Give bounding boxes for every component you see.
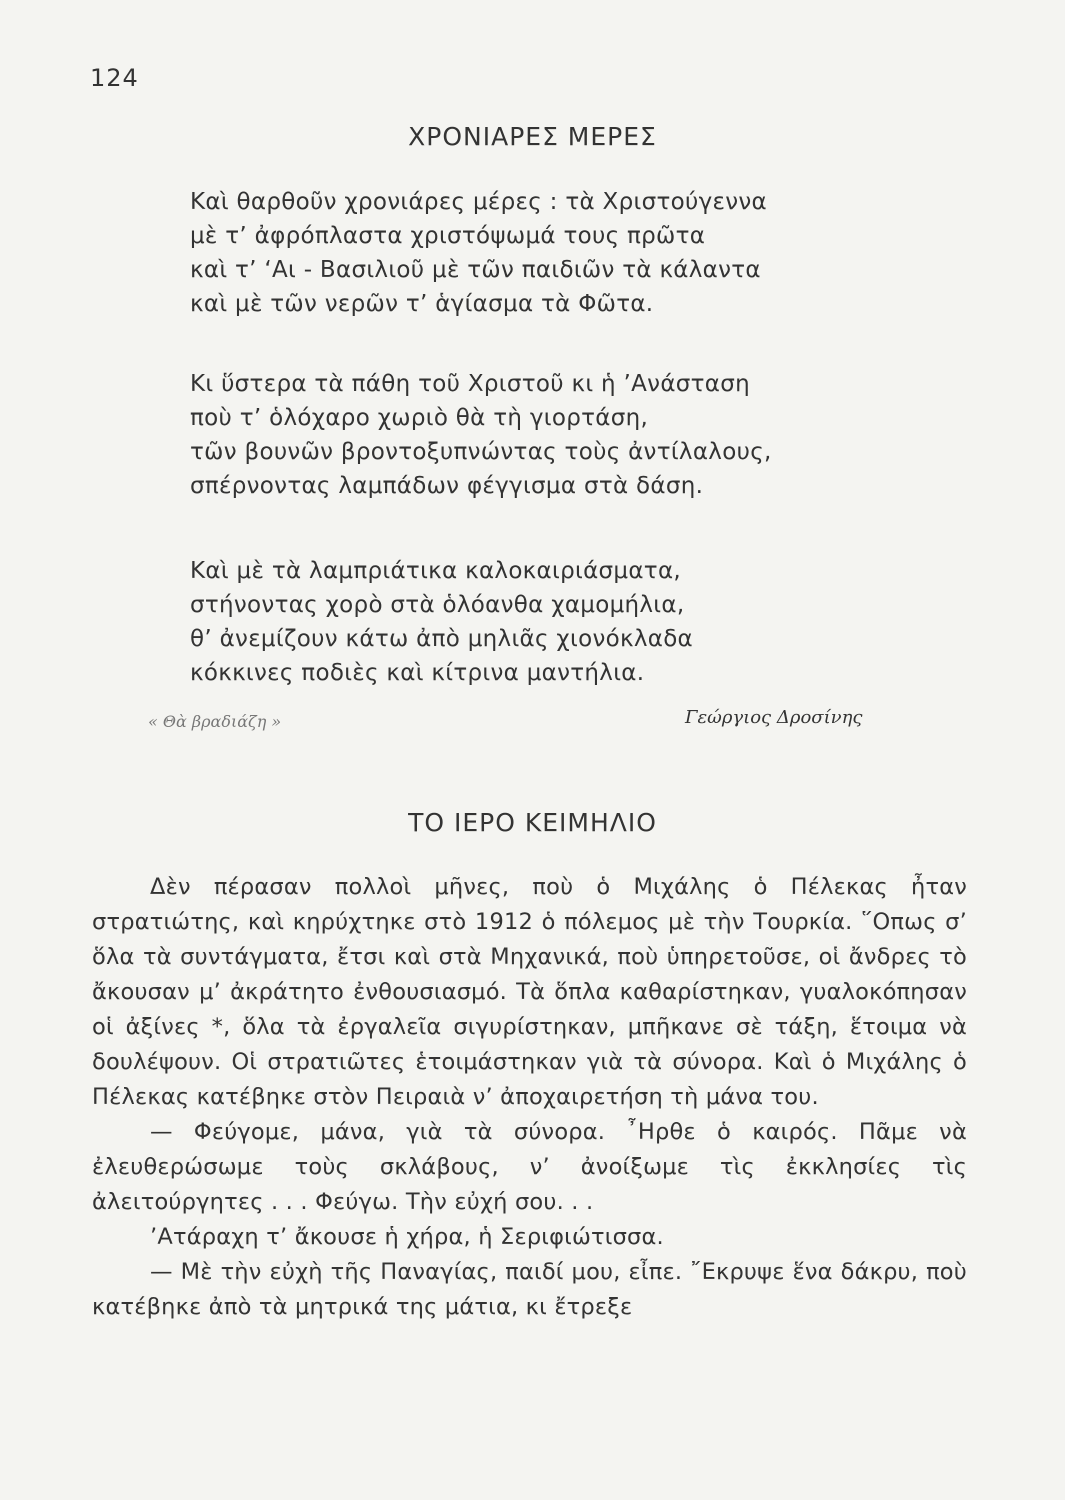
story-paragraph: Δὲν πέρασαν πολλοὶ μῆνες, ποὺ ὁ Μιχάλης ὁ Πέλεκας ἦταν στρατιώτης, καὶ κηρύχτηκε στὸ 1912 ὁ πόλεμος μὲ τὴν Τουρκία. ῞Οπως σ’ ὅλα τὰ συντάγματα, ἔτσι καὶ στὰ Μηχανικά, ποὺ ὑπηρετοῦσε, οἱ ἄνδρες τὸ ἄκουσαν μ’ ἀκράτητο ἐνθουσιασμό. Τὰ ὅπλα καθαρίστηκαν, γυαλοκόπησαν οἱ ἀξίνες *, ὅλα τὰ ἐργαλεῖα σιγυρίστηκαν, μπῆκανε σὲ τάξη, ἕτοιμα νὰ δουλέψουν. Οἱ στρατιῶτες ἑτοιμάστηκαν γιὰ τὰ σύνορα. Καὶ ὁ Μιχάλης ὁ Πέλεκας κατέβηκε στὸν Πειραιὰ ν’ ἀποχαιρετήση τὴ μάνα του. [92,874,967,1110]
poem-line: Κι ὕστερα τὰ πάθη τοῦ Χριστοῦ κι ἡ ’Ανάσταση [190,371,751,397]
poem-line: τῶν βουνῶν βροντοξυπνώντας τοὺς ἀντίλαλους, [190,439,772,465]
story-paragraph: — Φεύγομε, μάνα, γιὰ τὰ σύνορα. ῏Ηρθε ὁ καιρός. Πᾶμε νὰ ἐλευθερώσωμε τοὺς σκλάβους, ν’ ἀνοίξωμε τὶς ἐκκλησίες τὶς ἀλειτούργητες . . . Φεύγω. Τὴν εὐχή σου. . . [92,1119,967,1215]
poem-stanza-1 [190,185,910,321]
poem-line: ποὺ τ’ ὁλόχαρο χωριὸ θὰ τὴ γιορτάση, [190,405,649,431]
poem-source: « Θὰ βραδιάζη » [148,712,282,731]
poem-stanza-2 [190,367,910,503]
poem-title: ΧΡΟΝΙΑΡΕΣ ΜΕΡΕΣ [408,122,657,151]
poem-author: Γεώργιος Δροσίνης [685,707,863,728]
poem-line: μὲ τ’ ἀφρόπλαστα χριστόψωμά τους πρῶτα [190,223,706,249]
poem-line: Καὶ μὲ τὰ λαμπριάτικα καλοκαιριάσματα, [190,558,682,584]
poem-line: θ’ ἀνεμίζουν κάτω ἀπὸ μηλιᾶς χιονόκλαδα [190,626,694,652]
poem-line: στήνοντας χορὸ στὰ ὁλόανθα χαμομήλια, [190,592,685,618]
poem-line: καὶ τ’ ‘Αι - Βασιλιοῦ μὲ τῶν παιδιῶν τὰ κάλαντα [190,257,761,283]
poem-stanza-3 [190,554,910,690]
page-number: 124 [90,64,139,92]
story-paragraph: ’Ατάραχη τ’ ἄκουσε ἡ χήρα, ἡ Σεριφιώτισσα. [150,1224,664,1250]
story-title: ΤΟ ΙΕΡΟ ΚΕΙΜΗΛΙΟ [408,808,657,837]
poem-line: σπέρνοντας λαμπάδων φέγγισμα στὰ δάση. [190,473,704,499]
story-paragraph: — Μὲ τὴν εὐχὴ τῆς Παναγίας, παιδί μου, εἶπε. ῎Εκρυψε ἕνα δάκρυ, ποὺ κατέβηκε ἀπὸ τὰ μητρικά της μάτια, κι ἔτρεξε [92,1259,967,1320]
story-body [92,870,967,1325]
poem-line: κόκκινες ποδιὲς καὶ κίτρινα μαντήλια. [190,660,645,686]
poem-line: καὶ μὲ τῶν νερῶν τ’ ἁγίασμα τὰ Φῶτα. [190,291,654,317]
poem-line: Καὶ θαρθοῦν χρονιάρες μέρες : τὰ Χριστούγεννα [190,189,767,215]
